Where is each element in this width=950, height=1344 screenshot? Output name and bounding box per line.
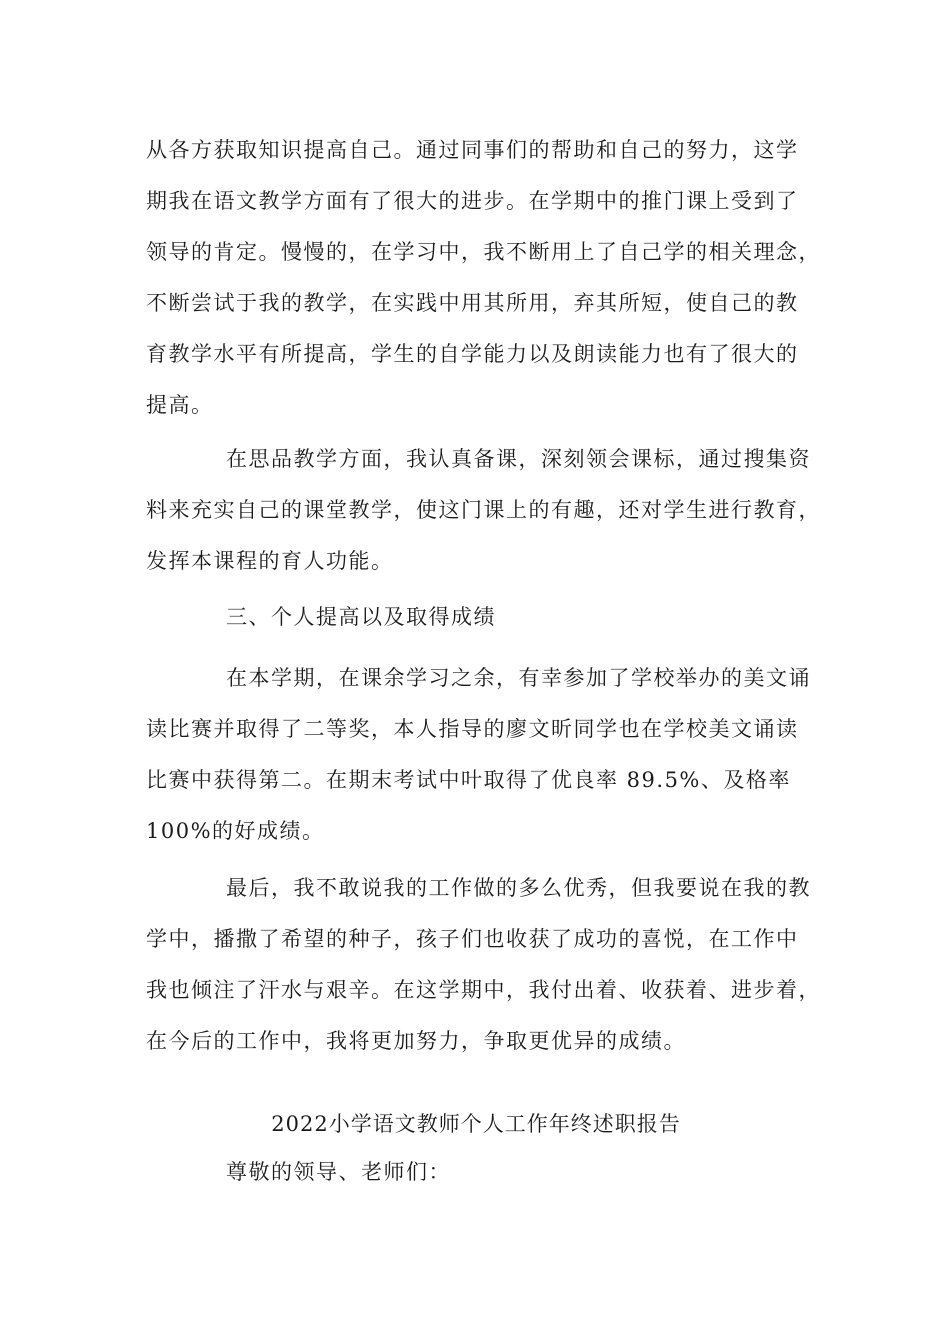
paragraph-line: 料来充实自己的课堂教学，使这门课上的有趣，还对学生进行教育， — [146, 498, 821, 522]
paragraph-line: 提高。 — [146, 393, 214, 417]
paragraph-line: 发挥本课程的育人功能。 — [146, 549, 394, 573]
paragraph-line: 100%的好成绩。 — [146, 819, 325, 843]
paragraph-3 — [146, 653, 811, 857]
paragraph-line: 育教学水平有所提高，学生的自学能力以及朗读能力也有了很大的 — [146, 342, 799, 366]
paragraph-line: 在本学期，在课余学习之余，有幸参加了学校举办的美文诵 — [226, 666, 811, 690]
salutation-text: 尊敬的领导、老师们： — [226, 1160, 451, 1184]
section-heading — [146, 592, 806, 643]
paragraph-2 — [146, 434, 821, 587]
document-title: 2022小学语文教师个人工作年终述职报告 — [271, 1112, 681, 1136]
paragraph-line: 领导的肯定。慢慢的，在学习中，我不断用上了自己学的相关理念， — [146, 240, 821, 264]
paragraph-line: 比赛中获得第二。在期末考试中叶取得了优良率 89.5%、及格率 — [146, 768, 791, 792]
paragraph-line: 在今后的工作中，我将更加努力，争取更优异的成绩。 — [146, 1029, 686, 1053]
paragraph-4 — [146, 863, 821, 1067]
section-heading-text: 三、个人提高以及取得成绩 — [226, 605, 496, 629]
paragraph-line: 期我在语文教学方面有了很大的进步。在学期中的推门课上受到了 — [146, 189, 799, 213]
paragraph-line: 学中，播撒了希望的种子，孩子们也收获了成功的喜悦，在工作中 — [146, 927, 799, 951]
paragraph-1 — [146, 125, 821, 431]
paragraph-line: 从各方获取知识提高自己。通过同事们的帮助和自己的努力，这学 — [146, 138, 799, 162]
paragraph-line: 最后，我不敢说我的工作做的多么优秀，但我要说在我的教 — [226, 876, 811, 900]
paragraph-line: 我也倾注了汗水与艰辛。在这学期中，我付出着、收获着、进步着， — [146, 978, 821, 1002]
salutation — [146, 1147, 806, 1198]
paragraph-line: 不断尝试于我的教学，在实践中用其所用，弃其所短，使自己的教 — [146, 291, 799, 315]
paragraph-line: 在思品教学方面，我认真备课，深刻领会课标，通过搜集资 — [226, 447, 811, 471]
paragraph-line: 读比赛并取得了二等奖，本人指导的廖文昕同学也在学校美文诵读 — [146, 717, 799, 741]
